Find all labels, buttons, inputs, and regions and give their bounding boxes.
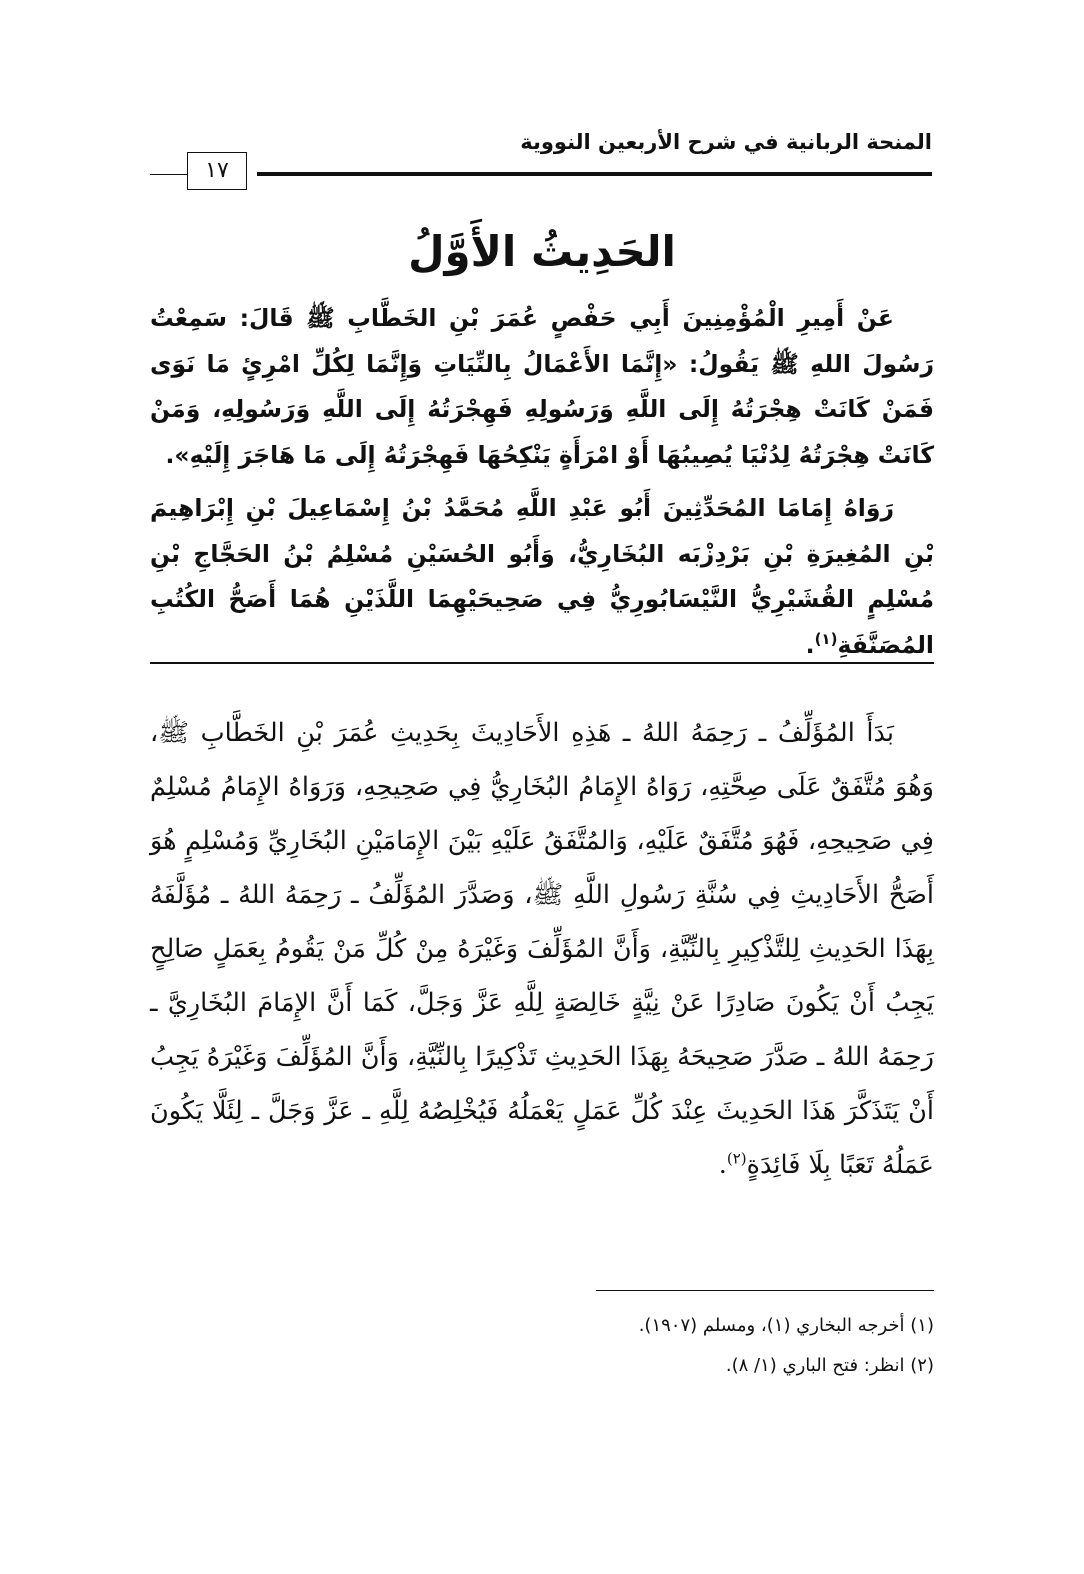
running-header: [150, 128, 932, 162]
section-divider: [150, 662, 934, 664]
footnotes: [150, 1306, 934, 1386]
hadith-heading: الحَدِيثُ الأَوَّلُ: [408, 227, 676, 276]
hadith-paragraph: عَنْ أَمِيرِ الْمُؤْمِنِينَ أَبِي حَفْصٍ عُمَرَ بْنِ الخَطَّابِ ﷺ قَالَ: سَمِعْتُ رَسُولَ اللهِ ﷺ يَقُولُ: «إِنَّمَا الأَعْمَالُ بِالنِّيَاتِ وَإِنَّمَا لِكُلِّ امْرِئٍ مَا نَوَى فَمَنْ كَانَتْ هِجْرَتُهُ إِلَى اللَّهِ وَرَسُولِهِ فَهِجْرَتُهُ إِلَى اللَّهِ وَرَسُولِهِ، وَمَنْ كَانَتْ هِجْرَتُهُ لِدُنْيَا يُصِيبُهَا أَوْ امْرَأَةٍ يَنْكِحُهَا فَهِجْرَتُهُ إِلَى مَا هَاجَرَ إِلَيْهِ».: [150, 304, 934, 469]
footnote-2: (٢) انظر: فتح الباري (١/ ٨).: [725, 1355, 934, 1376]
book-title: المنحة الربانية في شرح الأربعين النووية: [520, 130, 932, 154]
footnote-ref-2[interactable]: (٢): [726, 1149, 747, 1168]
commentary-end: .: [718, 1150, 727, 1180]
narration-text: رَوَاهُ إِمَامَا المُحَدِّثِينَ أَبُو عَبْدِ اللَّهِ مُحَمَّدُ بْنُ إِسْمَاعِيلَ بْنِ إِبْرَاهِيمَ بْنِ المُغِيرَةِ بْنِ بَرْدِزْبَه البُخَارِيُّ، وَأَبُو الحُسَيْنِ مُسْلِمُ بْنُ الحَجَّاجِ بْنِ مُسْلِمٍ القُشَيْرِيُّ النَّيْسَابُورِيُّ فِي صَحِيحَيْهِمَا اللَّذَيْنِ هُمَا أَصَحُّ الكُتُبِ المُصَنَّفَةِ: [150, 494, 934, 659]
footnote-rule: [596, 1290, 934, 1291]
commentary-paragraph: [150, 706, 934, 1192]
header-rule-right: [257, 172, 932, 176]
commentary-text: بَدَأَ المُؤَلِّفُ ـ رَحِمَهُ اللهُ ـ هَذِهِ الأَحَادِيثَ بِحَدِيثِ عُمَرَ بْنِ الخَطَّابِ ﷺ، وَهُوَ مُتَّفَقٌ عَلَى صِحَّتِهِ، رَوَاهُ الإِمَامُ البُخَارِيُّ فِي صَحِيحِهِ، وَرَوَاهُ الإِمَامُ مُسْلِمٌ فِي صَحِيحِهِ، فَهُوَ مُتَّفَقٌ عَلَيْهِ، وَالمُتَّفَقُ عَلَيْهِ بَيْنَ الإِمَامَيْنِ البُخَارِيِّ وَمُسْلِمٍ هُوَ أَصَحُّ الأَحَادِيثِ فِي سُنَّةِ رَسُولِ اللَّهِ ﷺ، وَصَدَّرَ المُؤَلِّفُ ـ رَحِمَهُ اللهُ ـ مُؤَلَّفَهُ بِهَذَا الحَدِيثِ لِلتَّذْكِيرِ بِالنِّيَّةِ، وَأَنَّ المُؤَلِّفَ وَغَيْرَهُ مِنْ كُلِّ مَنْ يَقُومُ بِعَمَلٍ صَالِحٍ يَجِبُ أَنْ يَكُونَ صَادِرًا عَنْ نِيَّةٍ خَالِصَةٍ لِلَّهِ عَزَّ وَجَلَّ، كَمَا أَنَّ الإِمَامَ البُخَارِيَّ ـ رَحِمَهُ اللهُ ـ صَدَّرَ صَحِيحَهُ بِهَذَا الحَدِيثِ تَذْكِيرًا بِالنِّيَّةِ، وَأَنَّ المُؤَلِّفَ وَغَيْرَهُ يَجِبُ أَنْ يَتَذَكَّرَ هَذَا الحَدِيثَ عِنْدَ كُلِّ عَمَلٍ يَعْمَلُهُ فَيُخْلِصُهُ لِلَّهِ ـ عَزَّ وَجَلَّ ـ لِئَلَّا يَكُونَ عَمَلُهُ تَعَبًا بِلَا فَائِدَةٍ: [150, 718, 934, 1180]
footnote-ref-1[interactable]: (١): [814, 629, 838, 648]
commentary: [150, 706, 934, 1192]
narration-end: .: [805, 630, 815, 659]
narration-paragraph: [150, 486, 934, 668]
page-number: ١٧: [187, 152, 247, 190]
hadith-text: [150, 296, 934, 668]
footnote-1: (١) أخرجه البخاري (١)، ومسلم (١٩٠٧).: [638, 1315, 934, 1336]
